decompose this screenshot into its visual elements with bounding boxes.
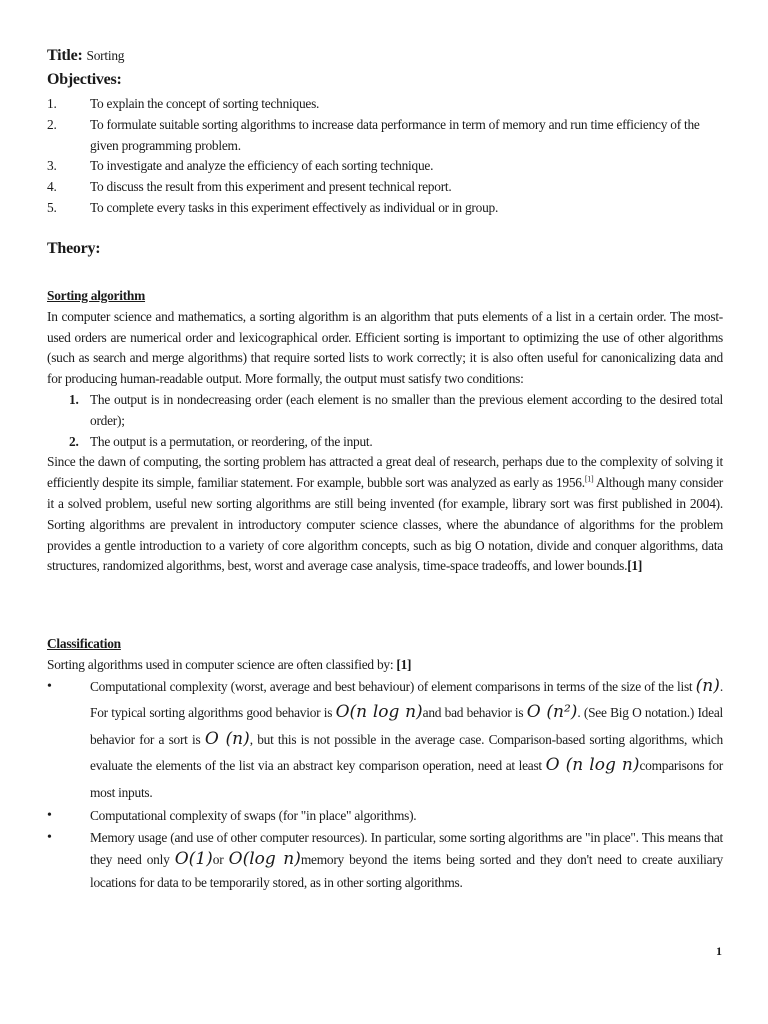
condition-number: 2. [69,433,79,449]
objective-item [47,94,723,115]
theory-heading [47,239,723,260]
objective-number: 2. [47,116,57,132]
objectives-heading [47,70,723,91]
objective-item [47,198,723,219]
bullet-text: memory beyond the items being sorted and they don't need to create auxiliary locations for data to be temporarily stored, as in other sorting algorithms. [90,852,723,890]
bullet-text: . For typical sorting algorithms good behavior is [90,678,723,721]
math-expression: O (n²) [526,702,578,723]
classification-intro-text: Sorting algorithms used in computer science are often classified by: [47,656,397,672]
objective-item [47,115,723,157]
condition-text: The output is in nondecreasing order (each element is no smaller than the previous element according to the desired total order); [90,391,723,428]
bullet-text: comparisons for most inputs. [90,758,723,800]
history-paragraph [47,452,723,577]
bullet-text: and bad behavior is [422,705,527,721]
citation-superscript: [1] [584,474,594,484]
objective-number: 3. [47,158,57,174]
bullet-text: Computational complexity (worst, average and best behaviour) of element comparisons in terms of the size of the list [90,678,696,694]
objective-text: To complete every tasks in this experiment effectively as individual or in group. [90,199,499,215]
condition-item [47,432,723,453]
math-expression: O (n) [204,728,250,749]
math-expression: O(log n) [228,849,301,870]
math-expression: O(n log n) [335,702,423,723]
citation-reference: [1] [396,656,412,672]
page-number: 1 [716,944,722,958]
objective-text: To explain the concept of sorting techniques. [90,96,320,111]
bullet-text: . (See Big O notation.) Ideal behavior for a sort is [90,705,723,747]
objective-number: 1. [47,96,57,111]
bullet-item [47,806,723,827]
condition-item [47,390,723,432]
bullet-item [47,674,723,807]
sorting-algorithm-paragraph: In computer science and mathematics, a sorting algorithm is an algorithm that puts elements of a list in a certain order. The most-used orders are numerical order and lexicographical order. Efficient sorting is important to optimizing the use of other algorithms (such as search and merge algorithms) that require sorted lists to work correctly; it is also often useful for canonicalizing data and for producing human-readable output. More formally, the output must satisfy two conditions: [47,308,723,387]
condition-text: The output is a permutation, or reordering, of the input. [90,433,373,449]
bullet-item [47,827,723,895]
bullet-text: , but this is not possible in the average case. Comparison-based sorting algorithms, which evaluate the elements of the list via an abstract key comparison operation, need at least [90,731,723,774]
math-expression: O(1) [174,849,213,870]
theory-heading-text: Theory: [47,240,101,257]
classification-intro [47,655,723,676]
title-value: Sorting [86,48,125,63]
sorting-algorithm-heading: Sorting algorithm [47,288,146,303]
objective-number: 4. [47,179,57,195]
bullet-text: Computational complexity of swaps (for "in place" algorithms). [90,808,417,824]
math-expression: O (n log n) [545,755,640,776]
objective-text: To investigate and analyze the efficiency of each sorting technique. [90,158,434,174]
objectives-heading-text: Objectives: [47,71,122,88]
bullet-text: Memory usage (and use of other computer resources). In particular, some sorting algorithms are "in place". This means that they need only [90,829,723,868]
citation-reference: [1] [627,558,643,574]
objectives-list [47,94,723,219]
classification-heading: Classification [47,636,121,651]
bullet-icon: • [47,678,52,694]
bullet-icon: • [47,829,52,845]
objective-text: To formulate suitable sorting algorithms to increase data performance in term of memory and run time efficiency of the given programming problem. [90,116,700,153]
objective-number: 5. [47,199,57,215]
objective-item [47,177,723,198]
objective-text: To discuss the result from this experiment and present technical report. [90,179,452,195]
objective-item [47,156,723,177]
condition-number: 1. [69,391,79,407]
history-text: Since the dawn of computing, the sorting problem has attracted a great deal of research, perhaps due to the complexity of solving it efficiently despite its simple, familiar statement. For example, bubble sort was analyzed as early as 1956. [47,454,723,491]
classification-section [47,634,723,894]
history-text: Although many consider it a solved problem, useful new sorting algorithms are still being invented (for example, library sort was first published in 2004). Sorting algorithms are prevalent in introductory computer science classes, where the abundance of algorithms for the problem provides a gentle introduction to a variety of core algorithm concepts, such as big O notation, divide and conquer algorithms, data structures, randomized algorithms, best, worst and average case analysis, time-space tradeoffs, and lower bounds. [47,475,723,574]
sorting-algorithm-section [47,286,723,577]
title-line [47,46,723,67]
title-label: Title: [47,47,83,64]
bullet-icon: • [47,808,52,824]
bullet-text: or [212,852,229,868]
math-expression: (n) [695,675,720,696]
